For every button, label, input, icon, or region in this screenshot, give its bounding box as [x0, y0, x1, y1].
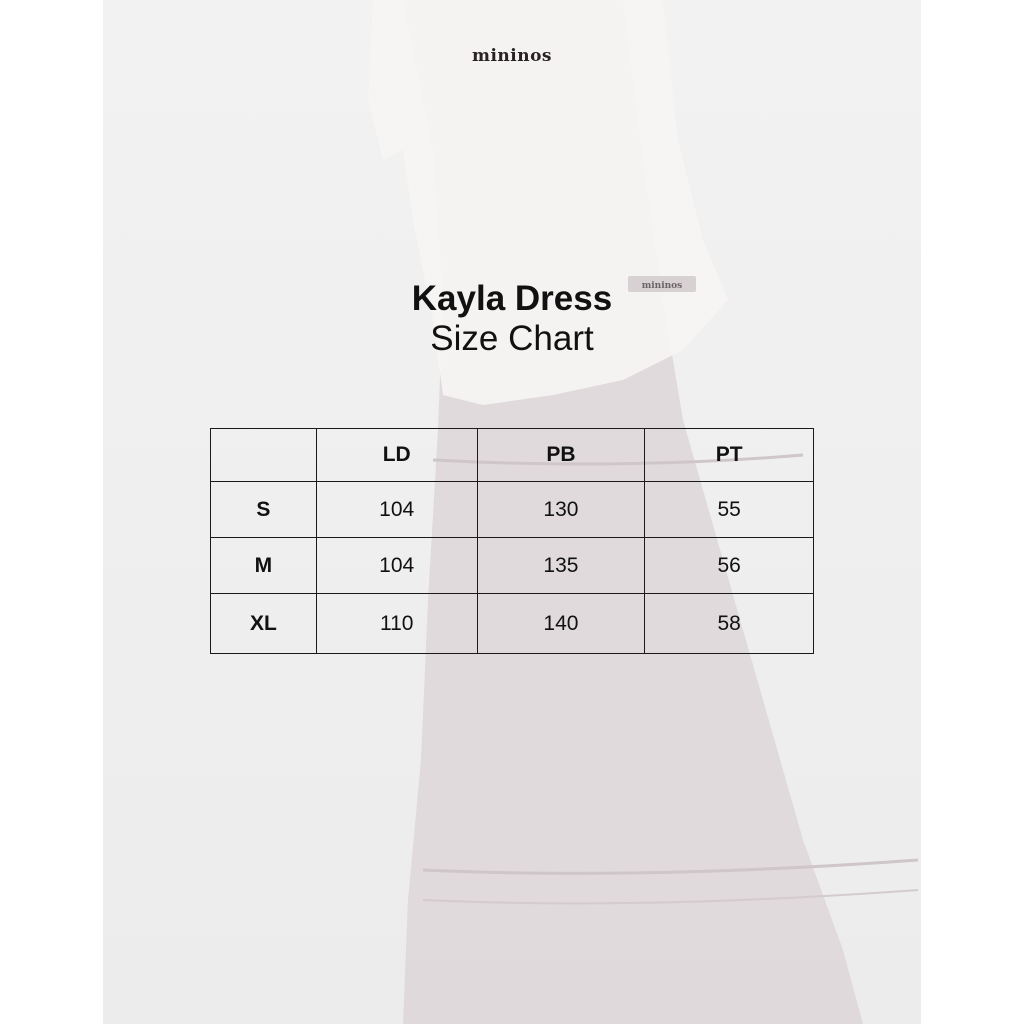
size-chart-table [210, 428, 814, 654]
size-label: S [211, 482, 317, 538]
page-title: Kayla Dress [411, 279, 613, 318]
pt-value: 56 [645, 538, 814, 594]
table-row [211, 538, 814, 594]
pt-value: 55 [645, 482, 814, 538]
pt-value: 58 [645, 594, 814, 654]
header-cell-pb: PB [477, 429, 645, 482]
size-label: XL [211, 594, 317, 654]
pb-value: 130 [477, 482, 645, 538]
pb-value: 140 [477, 594, 645, 654]
page-subtitle: Size Chart [430, 319, 594, 358]
table-row [211, 482, 814, 538]
header-cell-pt: PT [645, 429, 814, 482]
ld-value: 104 [316, 538, 477, 594]
header-cell-ld: LD [316, 429, 477, 482]
pb-value: 135 [477, 538, 645, 594]
brand-logo: mininos [471, 46, 553, 66]
table-header-row [211, 429, 814, 482]
table-row [211, 594, 814, 654]
ld-value: 104 [316, 482, 477, 538]
label-tag-text: mininos [641, 281, 683, 291]
header-cell-empty [211, 429, 317, 482]
ld-value: 110 [316, 594, 477, 654]
size-label: M [211, 538, 317, 594]
